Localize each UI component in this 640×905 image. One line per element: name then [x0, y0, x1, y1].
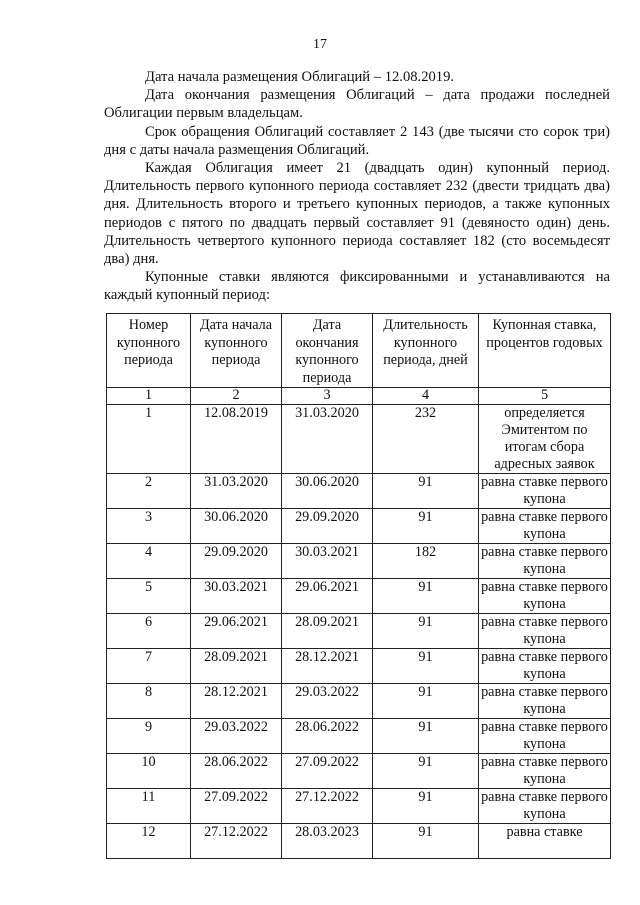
table-row — [107, 579, 611, 614]
start-date-cell: 27.09.2022 — [191, 789, 282, 824]
duration-cell: 91 — [373, 509, 479, 544]
coupon-rate-cell: определяется Эмитентом по итогам сбора адресных заявок — [479, 405, 611, 474]
table-header-row — [107, 314, 611, 388]
coupon-rate-cell: равна ставке первого купона — [479, 649, 611, 684]
coupon-schedule-table — [106, 313, 611, 859]
period-number-cell: 1 — [107, 405, 191, 474]
coupon-rate-cell: равна ставке первого купона — [479, 579, 611, 614]
duration-cell: 91 — [373, 789, 479, 824]
coupon-rate-cell: равна ставке первого купона — [479, 544, 611, 579]
end-date-cell: 29.06.2021 — [282, 579, 373, 614]
period-number-cell: 11 — [107, 789, 191, 824]
header-period-number: Номер купонного периода — [107, 314, 191, 388]
period-number-cell: 6 — [107, 614, 191, 649]
placement-end-paragraph: Дата окончания размещения Облигаций – дата продажи последней Облигации первым владельцам. — [104, 87, 610, 122]
column-number: 3 — [282, 388, 373, 405]
end-date-cell: 28.09.2021 — [282, 614, 373, 649]
coupon-rates-paragraph: Купонные ставки являются фиксированными и устанавливаются на каждый купонный период: — [104, 269, 610, 304]
end-date-cell: 28.12.2021 — [282, 649, 373, 684]
table-row — [107, 474, 611, 509]
column-number: 1 — [107, 388, 191, 405]
start-date-cell: 29.09.2020 — [191, 544, 282, 579]
start-date-cell: 28.12.2021 — [191, 684, 282, 719]
document-body — [104, 68, 610, 305]
duration-cell: 91 — [373, 754, 479, 789]
duration-cell: 91 — [373, 824, 479, 859]
table-row — [107, 789, 611, 824]
period-number-cell: 8 — [107, 684, 191, 719]
period-number-cell: 9 — [107, 719, 191, 754]
duration-cell: 91 — [373, 474, 479, 509]
period-number-cell: 7 — [107, 649, 191, 684]
page-number: 17 — [313, 37, 327, 52]
start-date-cell: 28.09.2021 — [191, 649, 282, 684]
end-date-cell: 29.09.2020 — [282, 509, 373, 544]
coupon-rate-cell: равна ставке первого купона — [479, 614, 611, 649]
column-number: 2 — [191, 388, 282, 405]
column-number: 4 — [373, 388, 479, 405]
coupon-rate-cell: равна ставке первого купона — [479, 789, 611, 824]
end-date-cell: 30.06.2020 — [282, 474, 373, 509]
table-row — [107, 719, 611, 754]
header-duration: Длительность купонного периода, дней — [373, 314, 479, 388]
duration-cell: 232 — [373, 405, 479, 474]
header-end-date: Дата окончания купонного периода — [282, 314, 373, 388]
period-number-cell: 12 — [107, 824, 191, 859]
start-date-cell: 31.03.2020 — [191, 474, 282, 509]
header-start-date: Дата начала купонного периода — [191, 314, 282, 388]
end-date-cell: 27.09.2022 — [282, 754, 373, 789]
table-row — [107, 684, 611, 719]
duration-cell: 91 — [373, 649, 479, 684]
period-number-cell: 4 — [107, 544, 191, 579]
end-date-cell: 29.03.2022 — [282, 684, 373, 719]
end-date-cell: 30.03.2021 — [282, 544, 373, 579]
header-coupon-rate: Купонная ставка, процентов годовых — [479, 314, 611, 388]
coupon-periods-paragraph: Каждая Облигация имеет 21 (двадцать один) купонный период. Длительность первого купонного периода составляет 232 (двести тридцать два) дня. Длительность второго и третьего купонных периодов, а также купонных периодов с пятого по двадцать первый составляет 91 (девяносто один) день. Длительность четвертого купонного периода составляет 182 (сто восемьдесят два) дня. — [104, 160, 610, 268]
period-number-cell: 5 — [107, 579, 191, 614]
end-date-cell: 27.12.2022 — [282, 789, 373, 824]
coupon-rate-cell: равна ставке первого купона — [479, 684, 611, 719]
coupon-rate-cell: равна ставке — [479, 824, 611, 859]
column-number-row — [107, 388, 611, 405]
start-date-cell: 30.03.2021 — [191, 579, 282, 614]
period-number-cell: 2 — [107, 474, 191, 509]
table-row — [107, 509, 611, 544]
start-date-cell: 28.06.2022 — [191, 754, 282, 789]
coupon-rate-cell: равна ставке первого купона — [479, 509, 611, 544]
start-date-cell: 30.06.2020 — [191, 509, 282, 544]
end-date-cell: 31.03.2020 — [282, 405, 373, 474]
duration-cell: 182 — [373, 544, 479, 579]
table-row — [107, 614, 611, 649]
end-date-cell: 28.03.2023 — [282, 824, 373, 859]
duration-cell: 91 — [373, 719, 479, 754]
circulation-term-paragraph: Срок обращения Облигаций составляет 2 143 (две тысячи сто сорок три) дня с даты начала размещения Облигаций. — [104, 123, 610, 158]
duration-cell: 91 — [373, 684, 479, 719]
table-row — [107, 544, 611, 579]
placement-start-paragraph: Дата начала размещения Облигаций – 12.08.2019. — [145, 69, 455, 85]
table-row — [107, 405, 611, 474]
column-number: 5 — [479, 388, 611, 405]
duration-cell: 91 — [373, 614, 479, 649]
period-number-cell: 3 — [107, 509, 191, 544]
start-date-cell: 12.08.2019 — [191, 405, 282, 474]
coupon-rate-cell: равна ставке первого купона — [479, 719, 611, 754]
start-date-cell: 29.03.2022 — [191, 719, 282, 754]
coupon-rate-cell: равна ставке первого купона — [479, 474, 611, 509]
end-date-cell: 28.06.2022 — [282, 719, 373, 754]
table-row — [107, 649, 611, 684]
table-row — [107, 824, 611, 859]
coupon-rate-cell: равна ставке первого купона — [479, 754, 611, 789]
period-number-cell: 10 — [107, 754, 191, 789]
table-row — [107, 754, 611, 789]
duration-cell: 91 — [373, 579, 479, 614]
start-date-cell: 29.06.2021 — [191, 614, 282, 649]
start-date-cell: 27.12.2022 — [191, 824, 282, 859]
